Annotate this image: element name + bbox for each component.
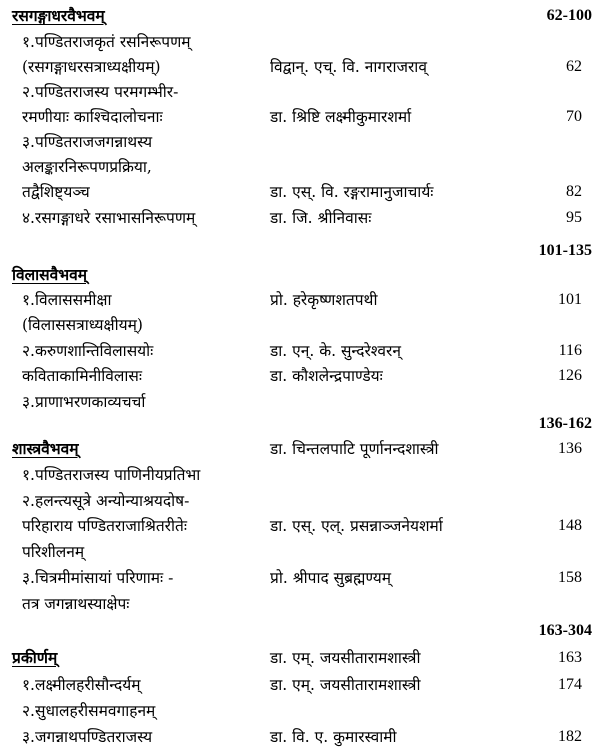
section-range-row — [0, 411, 600, 437]
entry-title: तत्र जगन्नाथस्याक्षेपः — [22, 595, 130, 613]
entry-title: परिशीलनम् — [22, 543, 85, 561]
section-range-row — [0, 238, 600, 264]
entry-title: २.करुणशान्तिविलासयोः — [22, 342, 154, 360]
entry-author: डा. कौशलेन्द्रपाण्डेयः — [270, 367, 383, 385]
entry-author: डा. एस्. वि. रङ्गरामानुजाचार्यः — [270, 183, 434, 201]
toc-row — [0, 154, 600, 180]
section-header-row — [0, 436, 600, 462]
toc-row — [0, 312, 600, 338]
section-range-row — [0, 618, 600, 644]
entry-title: ४.रसगङ्गाधरे रसाभासनिरूपणम् — [22, 209, 196, 227]
toc-row — [0, 724, 600, 750]
entry-author: डा. वि. ए. कुमारस्वामी — [270, 728, 397, 746]
entry-page: 101 — [558, 291, 582, 308]
entry-title: परिहाराय पण्डितराजाश्रितरीतेः — [22, 517, 187, 535]
entry-author: डा. चिन्तलपाटि पूर्णानन्दशास्त्री — [270, 440, 439, 458]
entry-title: १.पण्डितराजकृतं रसनिरूपणम् — [22, 33, 191, 51]
section-header-row — [0, 645, 600, 671]
section-title: प्रकीर्णम् — [12, 648, 58, 667]
section-title: रसगङ्गाधरवैभवम् — [12, 6, 105, 25]
entry-author: डा. एम्. जयसीतारामशास्त्री — [270, 649, 421, 667]
entry-title: ३.जगन्नाथपण्डितराजस्य — [22, 728, 153, 746]
section-page-range: 163-304 — [538, 622, 592, 639]
entry-page: 158 — [558, 569, 582, 586]
entry-title: १.पण्डितराजस्य पाणिनीयप्रतिभा — [22, 466, 201, 484]
toc-row — [0, 104, 600, 130]
toc-row — [0, 29, 600, 55]
section-page-range: 62-100 — [546, 7, 592, 24]
entry-author: डा. जि. श्रीनिवासः — [270, 209, 372, 227]
entry-author: डा. एम्. जयसीतारामशास्त्री — [270, 676, 421, 694]
entry-title: १.लक्ष्मीलहरीसौन्दर्यम् — [22, 676, 141, 694]
section-page-range: 136-162 — [538, 415, 592, 432]
section-header-row — [0, 3, 600, 29]
entry-page: 148 — [558, 517, 582, 534]
entry-page: 70 — [566, 108, 582, 125]
toc-row — [0, 129, 600, 155]
section-title: शास्त्रवैभवम् — [12, 439, 79, 458]
entry-title: (रसगङ्गाधरसत्राध्यक्षीयम्) — [22, 58, 161, 76]
toc-row — [0, 539, 600, 565]
entry-page: 62 — [566, 58, 582, 75]
toc-row — [0, 672, 600, 698]
toc-row — [0, 287, 600, 313]
entry-title: रमणीयाः काश्चिदालोचनाः — [22, 108, 163, 126]
entry-page: 95 — [566, 209, 582, 226]
toc-row — [0, 698, 600, 724]
section-header-row — [0, 262, 600, 288]
entry-title: ३.पण्डितराजजगन्नाथस्य — [22, 133, 153, 151]
entry-title: १.विलाससमीक्षा — [22, 291, 112, 309]
entry-page: 136 — [558, 440, 582, 457]
toc-row — [0, 565, 600, 591]
toc-row — [0, 179, 600, 205]
entry-author: डा. एस्. एल्. प्रसन्नाञ्जनेयशर्मा — [270, 517, 443, 535]
entry-title: तद्वैशिष्ट्यञ्च — [22, 183, 90, 201]
toc-row — [0, 205, 600, 231]
entry-page: 163 — [558, 649, 582, 666]
toc-row — [0, 54, 600, 80]
entry-title: अलङ्कारनिरूपणप्रक्रिया, — [22, 158, 152, 176]
entry-author: विद्वान्. एच्. वि. नागराजराव् — [270, 58, 427, 76]
entry-title: कविताकामिनीविलासः — [22, 367, 142, 385]
entry-author: डा. श्रिष्टि लक्ष्मीकुमारशर्मा — [270, 108, 412, 126]
entry-author: प्रो. श्रीपाद सुब्रह्मण्यम् — [270, 569, 392, 587]
toc-row — [0, 488, 600, 514]
toc-row — [0, 513, 600, 539]
entry-title: २.हलन्त्यसूत्रे अन्योन्याश्रयदोष- — [22, 492, 190, 510]
toc-row — [0, 462, 600, 488]
entry-author: प्रो. हरेकृष्णशतपथी — [270, 291, 378, 309]
toc-row — [0, 338, 600, 364]
entry-page: 182 — [558, 728, 582, 745]
entry-title: २.पण्डितराजस्य परमगम्भीर- — [22, 83, 179, 101]
entry-author: डा. एन्. के. सुन्दरेश्वरन् — [270, 342, 401, 360]
section-title: विलासवैभवम् — [12, 265, 88, 284]
toc-row — [0, 591, 600, 617]
toc-row — [0, 79, 600, 105]
section-page-range: 101-135 — [538, 242, 592, 259]
entry-page: 126 — [558, 367, 582, 384]
entry-title: २.सुधालहरीसमवगाहनम् — [22, 702, 156, 720]
entry-page: 82 — [566, 183, 582, 200]
toc-row — [0, 363, 600, 389]
entry-title: (विलाससत्राध्यक्षीयम्) — [22, 316, 143, 334]
entry-title: ३.चित्रमीमांसायां परिणामः - — [22, 569, 174, 587]
entry-page: 174 — [558, 676, 582, 693]
entry-page: 116 — [558, 342, 582, 359]
entry-title: ३.प्राणाभरणकाव्यचर्चा — [22, 393, 146, 411]
